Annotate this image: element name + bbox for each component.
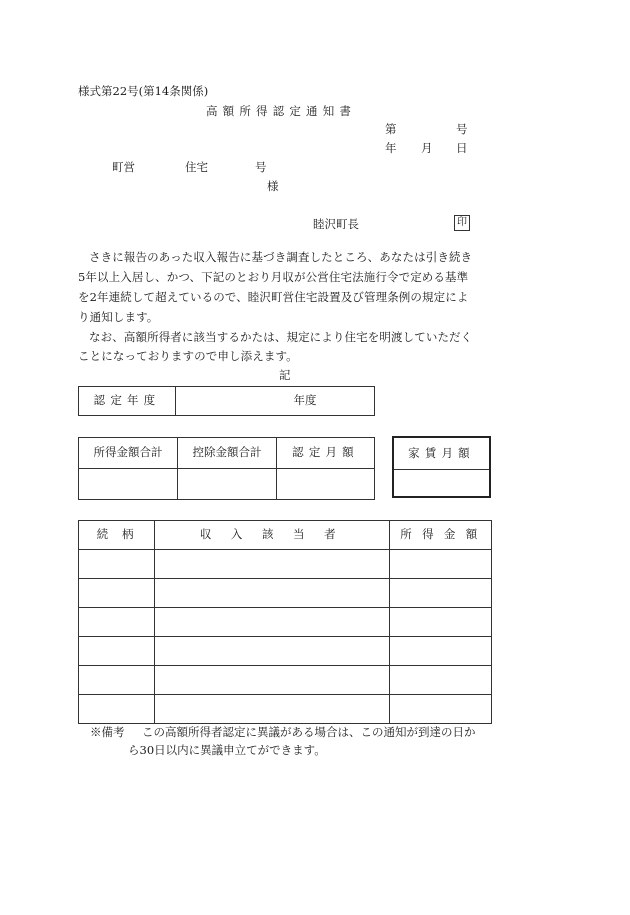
deduction-total-header: 控除金額合計 — [178, 438, 277, 469]
address-number: 号 — [255, 160, 267, 174]
relationship-header: 続柄 — [79, 521, 155, 550]
addressee-suffix: 様 — [267, 179, 279, 193]
amounts-table — [78, 437, 375, 500]
address-town: 町営 — [112, 160, 135, 174]
cert-year-value: 年度 — [176, 387, 375, 416]
number-go: 号 — [456, 122, 468, 136]
table-row — [79, 579, 492, 608]
income-total-cell — [79, 469, 178, 500]
deduction-total-cell — [178, 469, 277, 500]
body-line: を2年連続して超えているので、睦沢町営住宅設置及び管理条例の規定によ — [78, 290, 469, 304]
table-row — [79, 550, 492, 579]
address-housing: 住宅 — [185, 160, 208, 174]
body-line: なお、高額所得者に該当するかたは、規定により住宅を明渡していただく — [89, 330, 473, 344]
note-line-2: ら30日以内に異議申立てができます。 — [128, 743, 326, 757]
members-table — [78, 520, 492, 724]
certified-monthly-header: 認定月額 — [277, 438, 375, 469]
body-line: 5年以上入居し、かつ、下記のとおり月収が公営住宅法施行令で定める基準 — [78, 270, 469, 284]
table-row — [79, 608, 492, 637]
income-total-header: 所得金額合計 — [79, 438, 178, 469]
cert-year-table — [78, 386, 375, 416]
rent-header: 家賃月額 — [394, 438, 489, 470]
income-person-header: 収入該当者 — [154, 521, 390, 550]
form-label: 様式第22号(第14条関係) — [78, 84, 209, 98]
body-line: り通知します。 — [78, 310, 159, 324]
issuer-name: 睦沢町長 — [313, 217, 359, 231]
document-title: 高額所得認定通知書 — [206, 104, 357, 118]
income-amount-header: 所得金額 — [390, 521, 492, 550]
note-line-1: この高額所得者認定に異議がある場合は、この通知が到達の日か — [142, 725, 476, 739]
body-line: ことになっておりますので申し添えます。 — [78, 349, 298, 363]
body-line: さきに報告のあった収入報告に基づき調査したところ、あなたは引き続き — [89, 250, 473, 264]
date-month: 月 — [421, 141, 433, 155]
seal-stamp: 印 — [454, 215, 470, 231]
note-label: ※備考 — [90, 725, 125, 739]
date-year: 年 — [385, 141, 397, 155]
date-day: 日 — [456, 141, 468, 155]
certified-monthly-cell — [277, 469, 375, 500]
ki-heading: 記 — [279, 368, 291, 382]
table-row — [79, 666, 492, 695]
cert-year-label: 認定年度 — [79, 387, 176, 416]
rent-box — [392, 436, 491, 498]
table-row — [79, 637, 492, 666]
table-row — [79, 695, 492, 724]
number-dai: 第 — [385, 122, 397, 136]
